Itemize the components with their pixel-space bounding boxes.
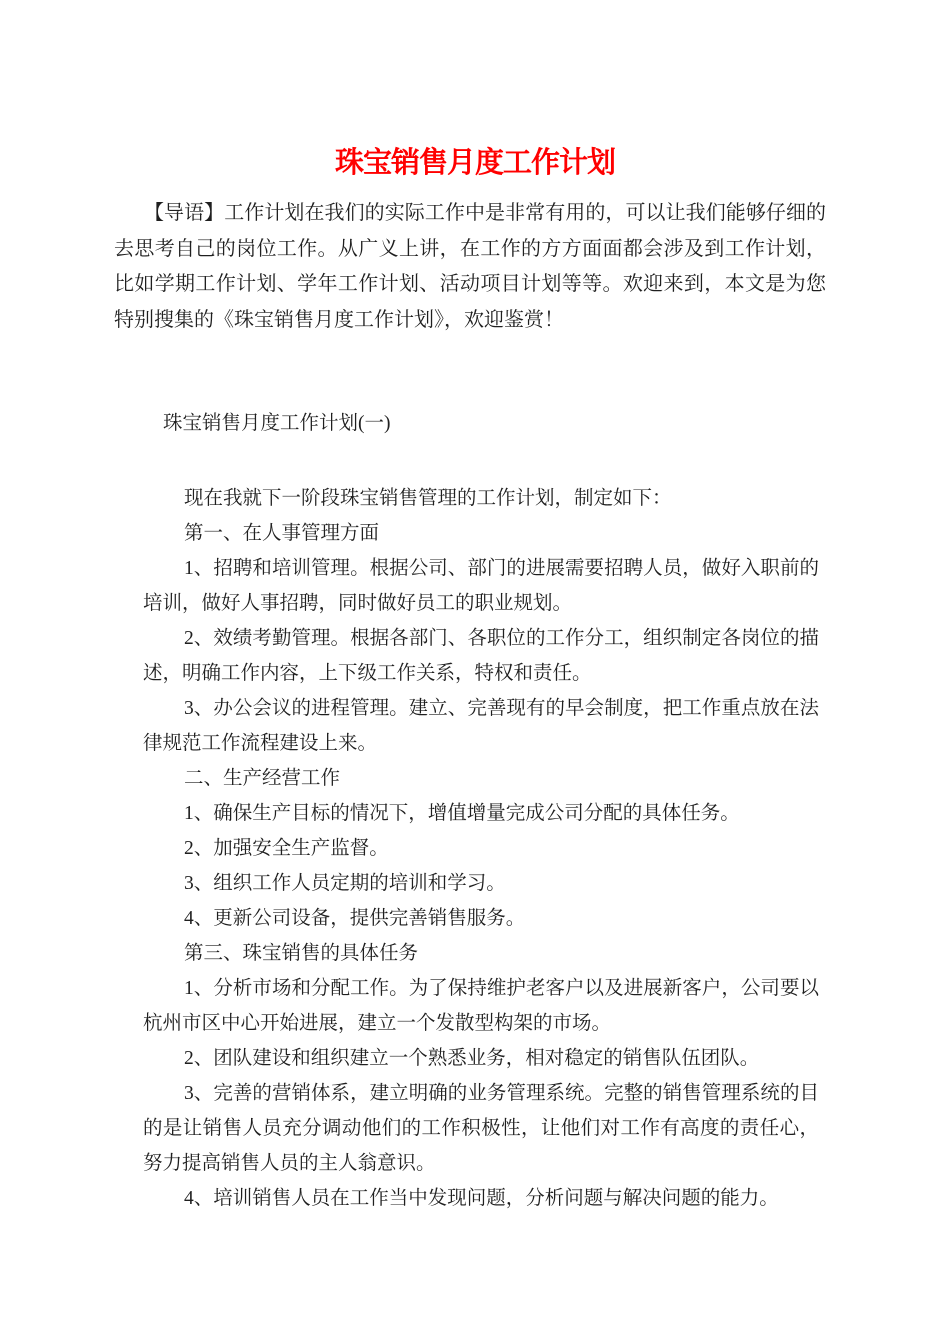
section-heading: 珠宝销售月度工作计划(一): [163, 413, 391, 434]
paragraph: 2、效绩考勤管理。根据各部门、各职位的工作分工，组织制定各岗位的描述，明确工作内容，上下级工作关系，特权和责任。: [143, 628, 819, 684]
paragraph-heading-second: 二、生产经营工作: [184, 768, 341, 789]
paragraph: 1、确保生产目标的情况下，增值增量完成公司分配的具体任务。: [184, 803, 740, 824]
paragraph: 1、招聘和培训管理。根据公司、部门的进展需要招聘人员，做好入职前的培训，做好人事招聘，同时做好员工的职业规划。: [143, 558, 819, 614]
paragraph-heading-third: 第三、珠宝销售的具体任务: [184, 943, 419, 964]
document-body: [143, 406, 819, 1216]
paragraph: 1、分析市场和分配工作。为了保持维护老客户以及进展新客户，公司要以杭州市区中心开始进展，建立一个发散型构架的市场。: [143, 978, 819, 1034]
page-title: 珠宝销售月度工作计划: [334, 147, 615, 179]
paragraph: 3、完善的营销体系，建立明确的业务管理系统。完整的销售管理系统的目的是让销售人员充分调动他们的工作积极性，让他们对工作有高度的责任心，努力提高销售人员的主人翁意识。: [143, 1083, 819, 1174]
paragraph: 3、组织工作人员定期的培训和学习。: [184, 873, 506, 894]
paragraph: 2、团队建设和组织建立一个熟悉业务，相对稳定的销售队伍团队。: [184, 1048, 760, 1069]
paragraph: 4、更新公司设备，提供完善销售服务。: [184, 908, 526, 929]
paragraph: 3、办公会议的进程管理。建立、完善现有的早会制度，把工作重点放在法律规范工作流程建设上来。: [143, 698, 819, 754]
paragraph: 2、加强安全生产监督。: [184, 838, 389, 859]
lead-paragraph: 【导语】工作计划在我们的实际工作中是非常有用的，可以让我们能够仔细的去思考自己的岗位工作。从广义上讲，在工作的方方面面都会涉及到工作计划，比如学期工作计划、学年工作计划、活动项目计划等等。欢迎来到，本文是为您特别搜集的《珠宝销售月度工作计划》，欢迎鉴赏！: [114, 202, 826, 331]
paragraph: 4、培训销售人员在工作当中发现问题，分析问题与解决问题的能力。: [184, 1188, 779, 1209]
paragraph-heading-first: 第一、在人事管理方面: [184, 523, 380, 544]
paragraph-intro-line: 现在我就下一阶段珠宝销售管理的工作计划，制定如下：: [184, 488, 672, 509]
